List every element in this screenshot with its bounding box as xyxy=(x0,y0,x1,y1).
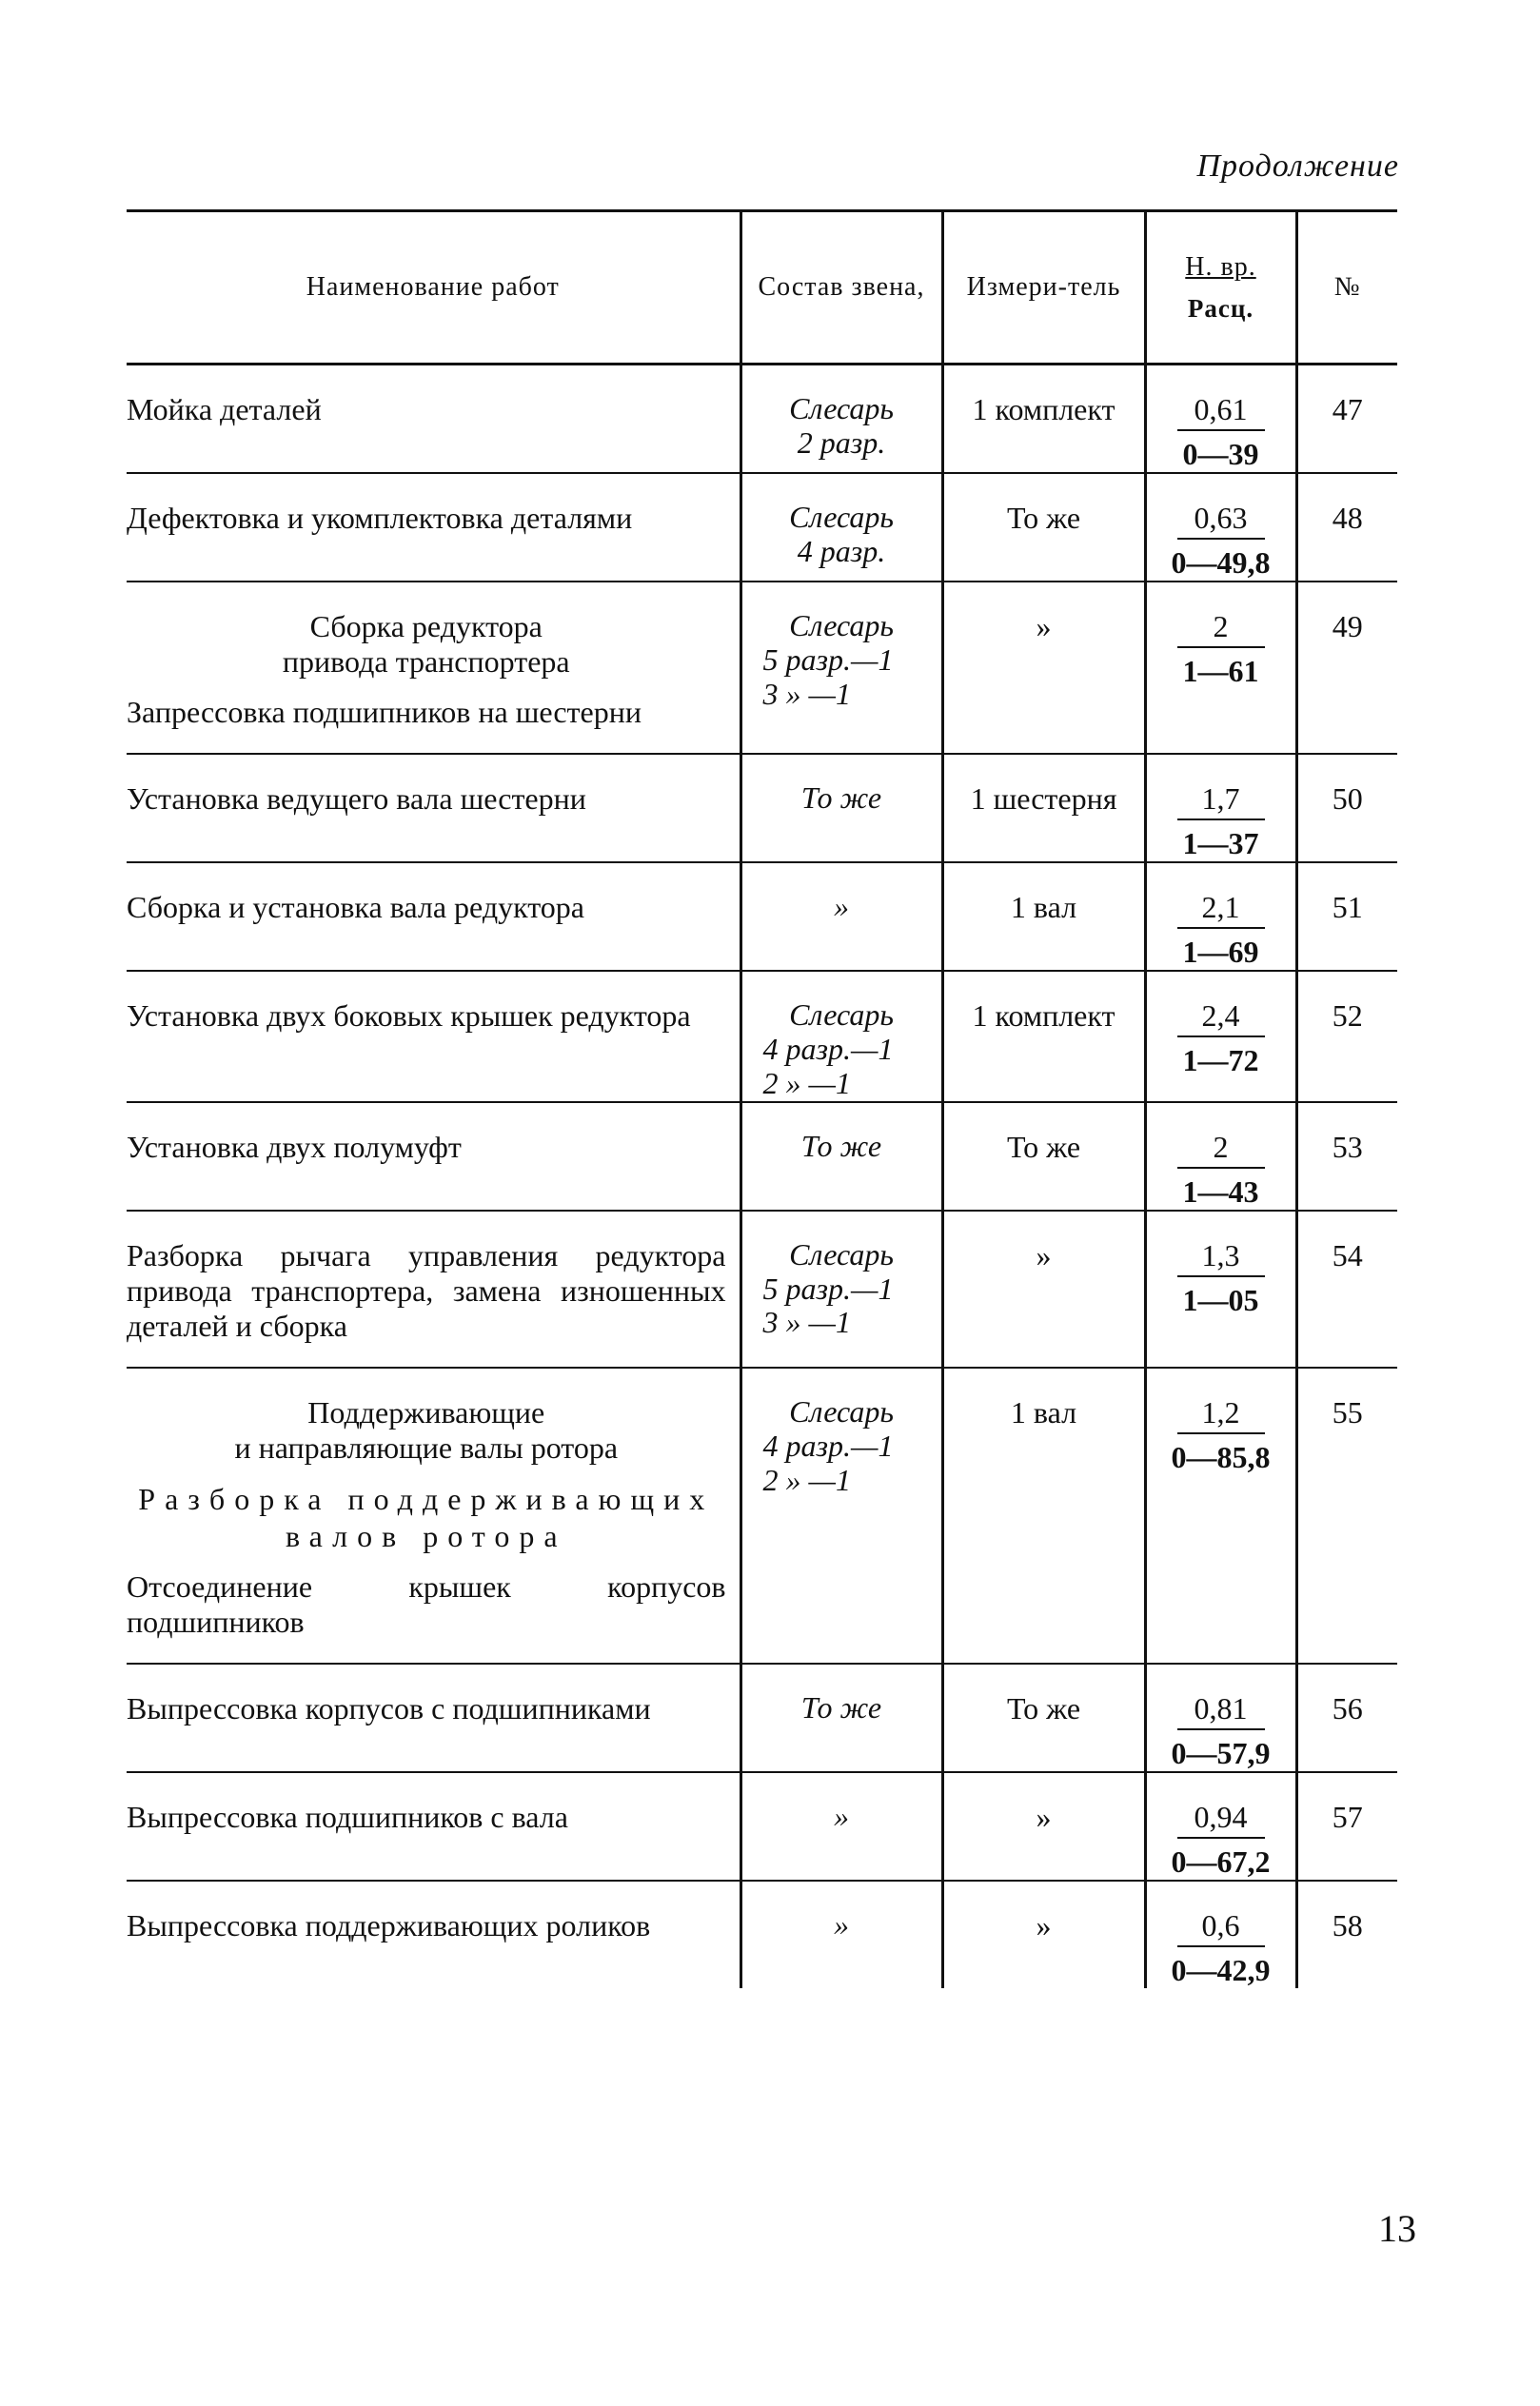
continuation-label: Продолжение xyxy=(1196,148,1399,184)
crew-cell xyxy=(740,971,942,1101)
row-number: 55 xyxy=(1332,1395,1363,1430)
norm-value: 0,61 xyxy=(1177,392,1265,431)
table-row xyxy=(127,862,1397,971)
unit-cell: 1 шестерня xyxy=(942,754,1145,862)
table-row xyxy=(127,1772,1397,1881)
table-row xyxy=(127,1102,1397,1211)
work-norms-table xyxy=(127,209,1397,1988)
table-header-row xyxy=(127,211,1397,365)
rate-value: 0—39 xyxy=(1182,437,1259,471)
norm-value: 2 xyxy=(1177,1130,1265,1169)
rate-value: 1—43 xyxy=(1182,1173,1259,1209)
crew-line: Слесарь xyxy=(789,500,894,534)
work-name-cell xyxy=(127,971,740,1101)
norm-value: 2,4 xyxy=(1177,998,1265,1037)
subsection-heading: Разборка поддерживающих валов ротора xyxy=(138,1482,715,1553)
crew-cell xyxy=(740,754,942,862)
crew-line: » xyxy=(834,1907,849,1943)
norm-rate-cell xyxy=(1145,862,1296,971)
table-row xyxy=(127,971,1397,1101)
table-row xyxy=(127,1664,1397,1772)
crew-line: То же xyxy=(800,1128,882,1163)
crew-cell xyxy=(740,1881,942,1988)
row-number: 48 xyxy=(1332,501,1363,535)
norm-value: 0,94 xyxy=(1177,1800,1265,1839)
norm-rate-cell xyxy=(1145,1772,1296,1881)
row-number: 54 xyxy=(1332,1237,1363,1272)
norm-value: 0,81 xyxy=(1177,1691,1265,1730)
work-name: Установка двух боковых крышек редуктора xyxy=(127,998,691,1034)
work-name-cell xyxy=(127,1102,740,1211)
work-name: Отсоединение крышек корпусов подшипников xyxy=(127,1569,726,1640)
header-crew: Состав звена, xyxy=(740,211,942,365)
row-number: 57 xyxy=(1332,1800,1363,1835)
crew-line: Слесарь xyxy=(789,997,894,1033)
work-name-cell xyxy=(127,1881,740,1988)
norm-rate-cell xyxy=(1145,473,1296,582)
section-heading-line: и направляющие валы ротора xyxy=(234,1430,619,1466)
work-name: Дефектовка и укомплектовка деталями xyxy=(127,501,633,535)
crew-line: Слесарь xyxy=(789,608,894,642)
work-name-cell xyxy=(127,754,740,862)
crew-line: 3 » —1 xyxy=(762,676,851,711)
norm-value: 1,3 xyxy=(1177,1238,1265,1277)
work-name: Выпрессовка подшипников с вала xyxy=(127,1800,568,1835)
unit-cell: » xyxy=(942,1211,1145,1368)
rate-value: 0—85,8 xyxy=(1171,1440,1271,1475)
norm-rate-cell xyxy=(1145,1881,1296,1988)
header-unit: Измери-тель xyxy=(942,211,1145,365)
work-name: Запрессовка подшипников на шестерни xyxy=(127,695,642,730)
row-number: 50 xyxy=(1332,781,1363,817)
row-number: 53 xyxy=(1332,1129,1363,1164)
crew-cell xyxy=(740,1664,942,1772)
rate-value: 1—69 xyxy=(1182,935,1259,970)
crew-line: Слесарь xyxy=(789,1394,894,1430)
work-name-cell xyxy=(127,473,740,582)
page-number: 13 xyxy=(1378,2207,1416,2250)
header-name: Наименование работ xyxy=(127,211,740,365)
crew-line: » xyxy=(834,1799,849,1834)
unit-cell: То же xyxy=(942,473,1145,582)
work-name: Мойка деталей xyxy=(127,392,322,426)
work-name-cell xyxy=(127,365,740,474)
rate-value: 0—49,8 xyxy=(1171,545,1271,580)
crew-line: 4 разр.—1 xyxy=(762,1428,894,1463)
table-row xyxy=(127,473,1397,582)
work-name-cell xyxy=(127,1211,740,1368)
norm-rate-cell xyxy=(1145,365,1296,474)
crew-line: 2 разр. xyxy=(797,424,886,460)
work-name: Выпрессовка корпусов с подшипниками xyxy=(127,1691,651,1726)
norm-rate-cell xyxy=(1145,1664,1296,1772)
row-number: 52 xyxy=(1332,998,1363,1034)
crew-line: 3 » —1 xyxy=(762,1305,851,1340)
unit-cell: » xyxy=(942,1881,1145,1988)
section-heading-line: привода транспортера xyxy=(282,644,570,680)
work-name-cell xyxy=(127,1664,740,1772)
crew-cell xyxy=(740,582,942,754)
unit-cell: 1 комплект xyxy=(942,365,1145,474)
table-row xyxy=(127,1368,1397,1664)
unit-cell: 1 комплект xyxy=(942,971,1145,1101)
work-name-cell xyxy=(127,582,740,754)
norm-rate-cell xyxy=(1145,754,1296,862)
unit-cell: 1 вал xyxy=(942,862,1145,971)
crew-line: 5 разр.—1 xyxy=(762,1271,894,1306)
crew-line: » xyxy=(834,889,849,924)
unit-cell: 1 вал xyxy=(942,1368,1145,1664)
unit-cell: » xyxy=(942,582,1145,754)
header-norm: Н. вр. xyxy=(1185,252,1256,282)
crew-line: 5 разр.—1 xyxy=(762,641,894,677)
unit-cell: То же xyxy=(942,1102,1145,1211)
norm-rate-cell xyxy=(1145,1368,1296,1664)
rate-value: 0—57,9 xyxy=(1171,1736,1271,1771)
table-row xyxy=(127,1211,1397,1368)
row-number: 49 xyxy=(1332,609,1363,643)
section-heading xyxy=(127,609,726,680)
table-row xyxy=(127,1881,1397,1988)
crew-line: 4 разр.—1 xyxy=(762,1032,894,1067)
crew-line: Слесарь xyxy=(789,391,894,425)
work-name: Установка ведущего вала шестерни xyxy=(127,781,586,817)
table-row xyxy=(127,754,1397,862)
table-row xyxy=(127,365,1397,474)
row-number: 58 xyxy=(1332,1908,1363,1943)
norm-value: 2,1 xyxy=(1177,890,1265,929)
header-num: № xyxy=(1333,272,1361,303)
crew-cell xyxy=(740,1772,942,1881)
norm-rate-cell xyxy=(1145,582,1296,754)
section-heading xyxy=(127,1395,726,1466)
crew-cell xyxy=(740,365,942,474)
section-heading-line: Поддерживающие xyxy=(307,1395,545,1430)
rate-value: 0—42,9 xyxy=(1171,1953,1271,1988)
crew-line: Слесарь xyxy=(789,1236,894,1272)
crew-cell xyxy=(740,862,942,971)
norm-value: 1,2 xyxy=(1177,1395,1265,1434)
work-name: Выпрессовка поддерживающих роликов xyxy=(127,1908,651,1943)
row-number: 56 xyxy=(1332,1691,1363,1726)
row-number: 51 xyxy=(1332,890,1363,925)
norm-value: 1,7 xyxy=(1177,781,1265,820)
crew-line: То же xyxy=(800,1690,882,1726)
section-heading-line: Сборка редуктора xyxy=(309,609,543,643)
work-name-cell xyxy=(127,1368,740,1664)
crew-line: 4 разр. xyxy=(797,533,886,568)
norm-rate-cell xyxy=(1145,1211,1296,1368)
rate-value: 1—61 xyxy=(1182,654,1259,688)
norm-value: 0,63 xyxy=(1177,501,1265,540)
crew-cell xyxy=(740,1368,942,1664)
header-rate: Расц. xyxy=(1187,293,1254,323)
crew-line: 2 » —1 xyxy=(762,1462,851,1497)
work-name: Разборка рычага управления редуктора привода транспортера, замена изношенных деталей и сборка xyxy=(127,1237,726,1344)
unit-cell: » xyxy=(942,1772,1145,1881)
norm-value: 2 xyxy=(1177,609,1265,648)
crew-line: То же xyxy=(800,780,882,816)
table-row xyxy=(127,582,1397,754)
rate-value: 1—72 xyxy=(1182,1043,1259,1078)
table-body xyxy=(127,365,1397,1989)
work-name-cell xyxy=(127,1772,740,1881)
work-name: Установка двух полумуфт xyxy=(127,1129,462,1164)
rate-value: 1—05 xyxy=(1182,1282,1259,1317)
crew-line: 2 » —1 xyxy=(762,1065,851,1100)
norm-rate-cell xyxy=(1145,1102,1296,1211)
rate-value: 1—37 xyxy=(1182,826,1259,861)
norm-rate-cell xyxy=(1145,971,1296,1101)
work-name-cell xyxy=(127,862,740,971)
norm-value: 0,6 xyxy=(1177,1908,1265,1947)
unit-cell: То же xyxy=(942,1664,1145,1772)
crew-cell xyxy=(740,1211,942,1368)
work-name: Сборка и установка вала редуктора xyxy=(127,890,584,925)
rate-value: 0—67,2 xyxy=(1171,1844,1271,1880)
crew-cell xyxy=(740,1102,942,1211)
header-norm-rate xyxy=(1145,211,1296,365)
crew-cell xyxy=(740,473,942,582)
row-number: 47 xyxy=(1332,392,1363,426)
